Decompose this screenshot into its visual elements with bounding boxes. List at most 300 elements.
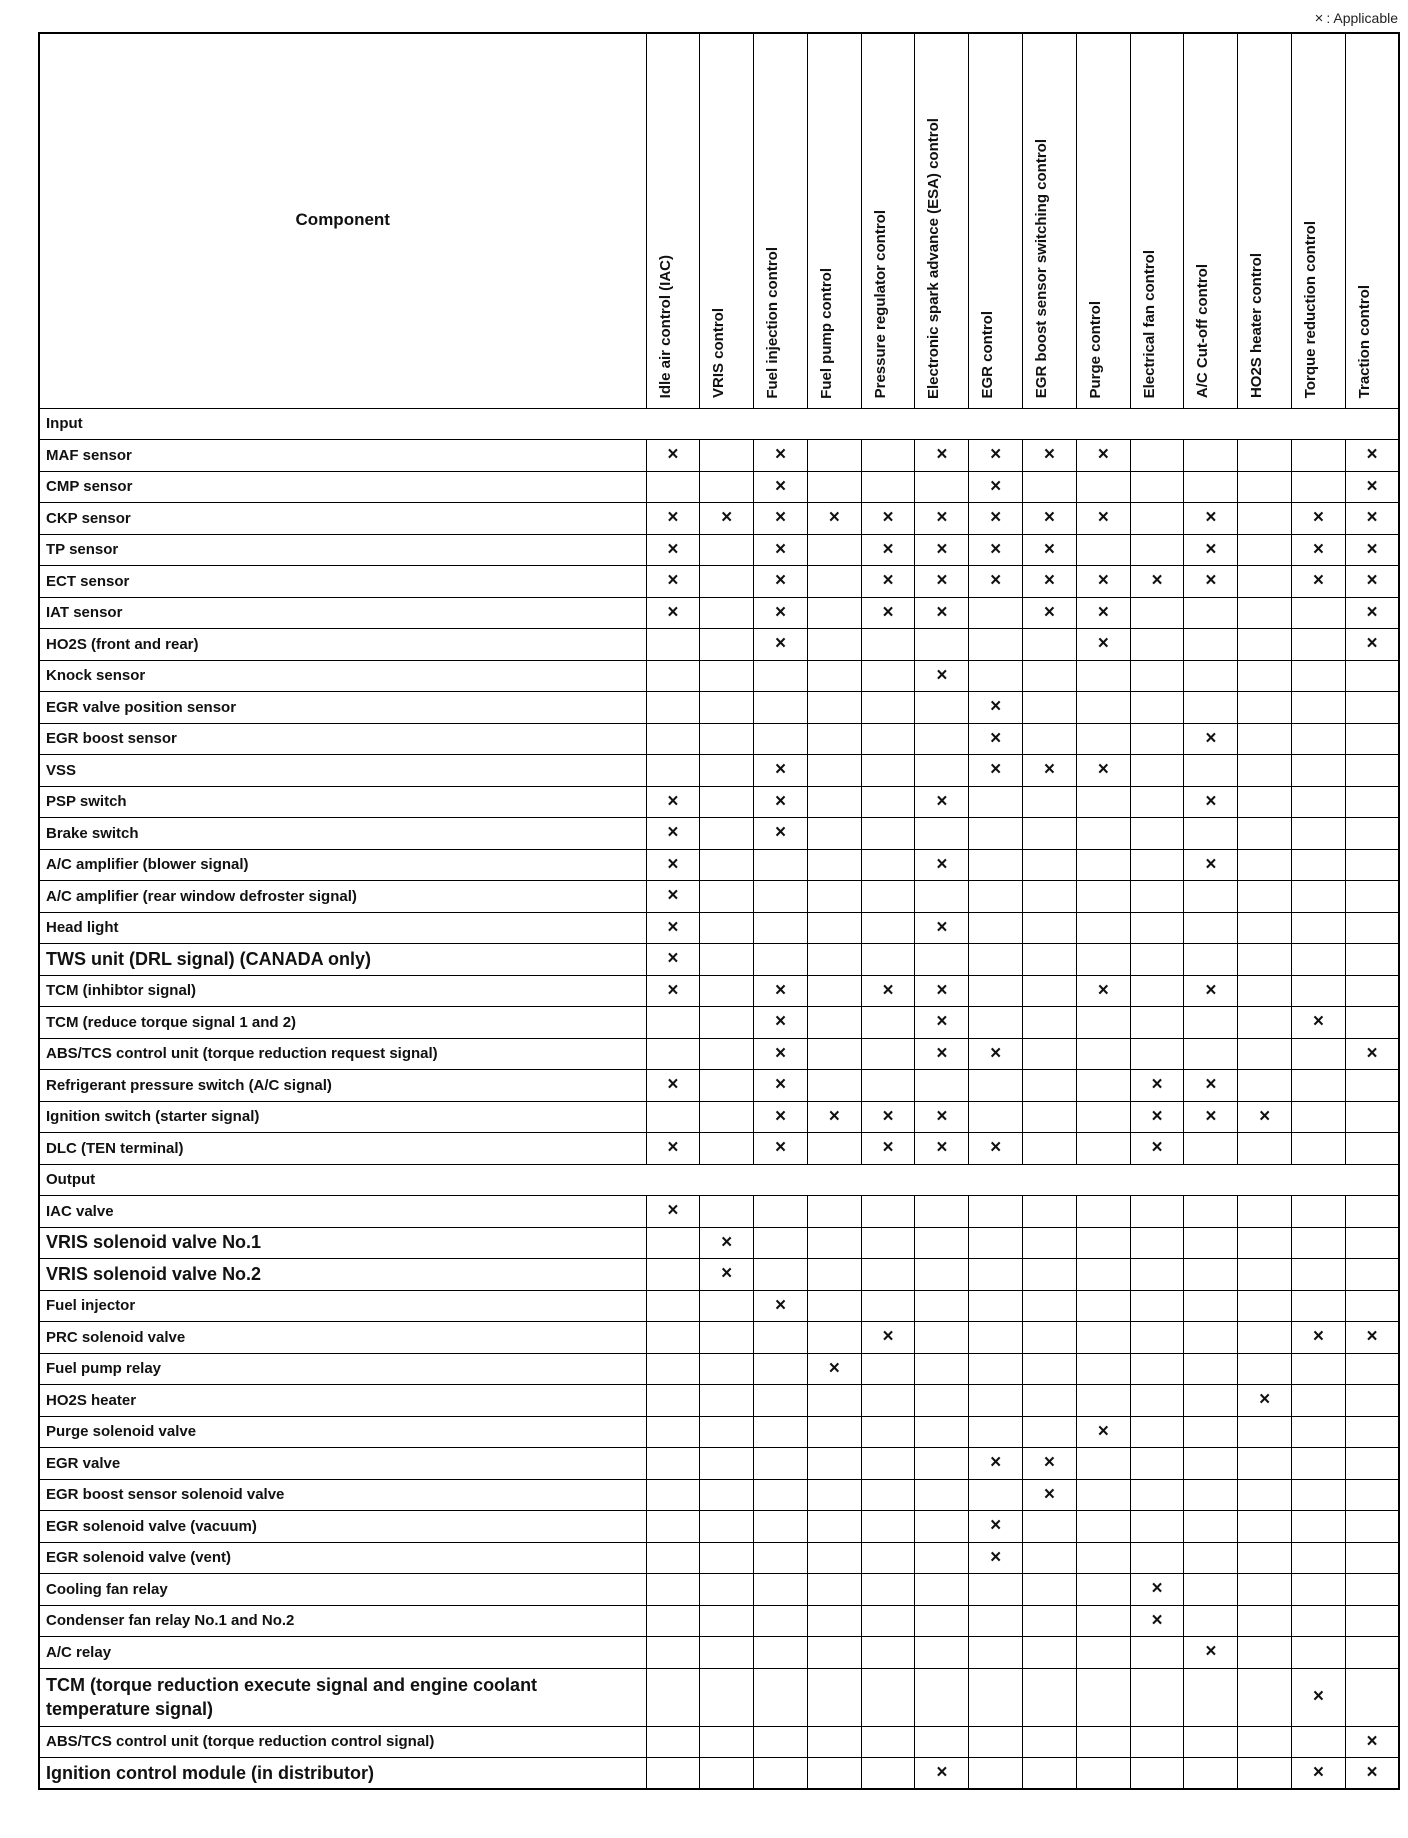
applicable-mark: ×	[969, 534, 1023, 566]
matrix-cell	[1184, 660, 1238, 692]
matrix-cell	[646, 1511, 700, 1543]
matrix-cell	[969, 1637, 1023, 1669]
matrix-cell	[754, 1227, 808, 1259]
applicable-mark: ×	[969, 692, 1023, 724]
applicable-mark: ×	[1130, 1101, 1184, 1133]
matrix-cell	[807, 1542, 861, 1574]
applicable-mark: ×	[1238, 1101, 1292, 1133]
matrix-cell	[1130, 786, 1184, 818]
matrix-cell	[1076, 471, 1130, 503]
row-label: EGR solenoid valve (vent)	[39, 1542, 646, 1574]
table-row	[39, 1259, 1399, 1291]
matrix-cell	[1292, 1542, 1346, 1574]
matrix-cell	[1238, 1038, 1292, 1070]
row-label: ECT sensor	[39, 566, 646, 598]
matrix-cell	[1184, 1448, 1238, 1480]
column-header	[1023, 33, 1077, 408]
matrix-cell	[861, 723, 915, 755]
matrix-cell	[1345, 1290, 1399, 1322]
matrix-cell	[646, 629, 700, 661]
matrix-cell	[1023, 1290, 1077, 1322]
matrix-cell	[1076, 912, 1130, 944]
matrix-cell	[861, 1542, 915, 1574]
matrix-cell	[1345, 1070, 1399, 1102]
table-row	[39, 1133, 1399, 1165]
matrix-cell	[700, 1038, 754, 1070]
matrix-cell	[1184, 1290, 1238, 1322]
applicable-mark: ×	[1076, 503, 1130, 535]
table-row	[39, 1479, 1399, 1511]
matrix-cell	[915, 1227, 969, 1259]
applicable-mark: ×	[1345, 597, 1399, 629]
matrix-cell	[969, 1353, 1023, 1385]
matrix-cell	[1184, 1758, 1238, 1790]
matrix-cell	[915, 881, 969, 913]
matrix-cell	[1130, 1385, 1184, 1417]
matrix-cell	[754, 1385, 808, 1417]
matrix-cell	[1076, 1542, 1130, 1574]
matrix-cell	[1238, 1007, 1292, 1039]
matrix-cell	[1292, 786, 1346, 818]
matrix-cell	[1184, 1542, 1238, 1574]
matrix-cell	[1292, 597, 1346, 629]
matrix-cell	[700, 471, 754, 503]
row-label: Head light	[39, 912, 646, 944]
table-row	[39, 1070, 1399, 1102]
matrix-cell	[1238, 1511, 1292, 1543]
applicable-mark: ×	[754, 503, 808, 535]
matrix-cell	[646, 1416, 700, 1448]
matrix-cell	[969, 1605, 1023, 1637]
applicable-mark: ×	[1292, 503, 1346, 535]
matrix-cell	[1345, 1133, 1399, 1165]
matrix-cell	[646, 1290, 700, 1322]
row-label: EGR solenoid valve (vacuum)	[39, 1511, 646, 1543]
matrix-cell	[1130, 1322, 1184, 1354]
table-row	[39, 1101, 1399, 1133]
matrix-cell	[1238, 723, 1292, 755]
applicable-mark: ×	[1076, 755, 1130, 787]
matrix-cell	[1292, 818, 1346, 850]
applicable-mark: ×	[754, 1070, 808, 1102]
legend	[1315, 10, 1398, 27]
matrix-cell	[646, 1726, 700, 1758]
applicable-mark: ×	[807, 1353, 861, 1385]
applicable-mark: ×	[646, 1196, 700, 1228]
row-label: EGR valve position sensor	[39, 692, 646, 724]
matrix-cell	[1292, 440, 1346, 472]
row-label: VRIS solenoid valve No.2	[39, 1259, 646, 1291]
applicable-mark: ×	[754, 786, 808, 818]
matrix-cell	[754, 881, 808, 913]
column-header	[861, 33, 915, 408]
matrix-cell	[1023, 1007, 1077, 1039]
applicable-mark: ×	[1130, 1574, 1184, 1606]
matrix-cell	[646, 1448, 700, 1480]
matrix-cell	[807, 1385, 861, 1417]
matrix-cell	[807, 1070, 861, 1102]
matrix-cell	[1130, 755, 1184, 787]
matrix-cell	[700, 1726, 754, 1758]
table-row	[39, 1448, 1399, 1480]
matrix-cell	[1130, 1726, 1184, 1758]
matrix-cell	[1238, 1227, 1292, 1259]
matrix-cell	[1345, 912, 1399, 944]
matrix-cell	[1292, 912, 1346, 944]
matrix-cell	[1076, 1574, 1130, 1606]
row-label: EGR boost sensor solenoid valve	[39, 1479, 646, 1511]
matrix-cell	[646, 1637, 700, 1669]
matrix-cell	[1292, 1605, 1346, 1637]
matrix-cell	[1345, 660, 1399, 692]
matrix-cell	[1184, 440, 1238, 472]
matrix-cell	[1023, 723, 1077, 755]
matrix-cell	[700, 1007, 754, 1039]
applicable-mark: ×	[915, 1038, 969, 1070]
matrix-cell	[1076, 1668, 1130, 1726]
matrix-cell	[861, 629, 915, 661]
matrix-cell	[1345, 1385, 1399, 1417]
matrix-cell	[1184, 692, 1238, 724]
applicable-mark: ×	[1292, 1007, 1346, 1039]
matrix-cell	[1130, 1448, 1184, 1480]
applicable-mark: ×	[915, 849, 969, 881]
matrix-cell	[1184, 1605, 1238, 1637]
matrix-cell	[646, 692, 700, 724]
applicable-mark: ×	[1345, 566, 1399, 598]
applicable-mark: ×	[700, 1259, 754, 1291]
applicable-mark: ×	[646, 849, 700, 881]
matrix-cell	[1023, 1758, 1077, 1790]
applicable-mark: ×	[1345, 1322, 1399, 1354]
matrix-cell	[807, 1448, 861, 1480]
applicable-mark: ×	[700, 503, 754, 535]
row-label: EGR boost sensor	[39, 723, 646, 755]
matrix-cell	[646, 660, 700, 692]
matrix-cell	[1345, 1511, 1399, 1543]
matrix-cell	[1076, 881, 1130, 913]
matrix-cell	[700, 1353, 754, 1385]
matrix-cell	[1292, 1227, 1346, 1259]
matrix-cell	[754, 1511, 808, 1543]
legend-text: : Applicable	[1326, 10, 1398, 26]
matrix-cell	[1238, 471, 1292, 503]
matrix-cell	[1023, 660, 1077, 692]
matrix-cell	[1345, 1196, 1399, 1228]
matrix-cell	[1292, 471, 1346, 503]
matrix-cell	[807, 1038, 861, 1070]
matrix-cell	[1023, 1038, 1077, 1070]
applicable-mark: ×	[646, 440, 700, 472]
matrix-cell	[646, 1101, 700, 1133]
matrix-cell	[1345, 1007, 1399, 1039]
applicable-mark: ×	[1023, 566, 1077, 598]
matrix-cell	[1345, 1605, 1399, 1637]
matrix-cell	[1184, 597, 1238, 629]
column-header	[1345, 33, 1399, 408]
applicable-mark: ×	[861, 1133, 915, 1165]
matrix-cell	[1292, 1726, 1346, 1758]
matrix-cell	[807, 1290, 861, 1322]
table-row	[39, 1416, 1399, 1448]
matrix-cell	[1345, 975, 1399, 1007]
matrix-cell	[1292, 1574, 1346, 1606]
applicable-mark: ×	[1184, 1637, 1238, 1669]
row-label: A/C amplifier (rear window defroster signal)	[39, 881, 646, 913]
matrix-cell	[700, 660, 754, 692]
row-label: HO2S heater	[39, 1385, 646, 1417]
matrix-cell	[915, 1416, 969, 1448]
matrix-cell	[1238, 975, 1292, 1007]
applicable-mark: ×	[915, 975, 969, 1007]
matrix-cell	[807, 912, 861, 944]
component-control-matrix	[38, 32, 1400, 1790]
matrix-cell	[754, 944, 808, 976]
matrix-cell	[700, 881, 754, 913]
matrix-cell	[807, 786, 861, 818]
column-header-label: EGR control	[979, 310, 997, 399]
matrix-cell	[1076, 786, 1130, 818]
matrix-cell	[1238, 818, 1292, 850]
matrix-cell	[1076, 692, 1130, 724]
matrix-cell	[861, 1637, 915, 1669]
matrix-cell	[1292, 1259, 1346, 1291]
applicable-mark: ×	[1292, 1322, 1346, 1354]
matrix-cell	[1076, 1259, 1130, 1291]
matrix-cell	[807, 1259, 861, 1291]
matrix-cell	[1076, 1322, 1130, 1354]
column-header-label: Electrical fan control	[1140, 250, 1158, 399]
matrix-cell	[1292, 975, 1346, 1007]
row-label: Knock sensor	[39, 660, 646, 692]
applicable-mark: ×	[915, 1133, 969, 1165]
applicable-mark: ×	[754, 629, 808, 661]
matrix-cell	[1292, 1070, 1346, 1102]
row-label: TCM (inhibtor signal)	[39, 975, 646, 1007]
matrix-cell	[754, 1416, 808, 1448]
matrix-cell	[1345, 1448, 1399, 1480]
row-label: IAT sensor	[39, 597, 646, 629]
applicable-mark: ×	[1130, 1133, 1184, 1165]
row-label: CMP sensor	[39, 471, 646, 503]
matrix-cell	[969, 1101, 1023, 1133]
matrix-cell	[646, 1007, 700, 1039]
matrix-cell	[1238, 786, 1292, 818]
row-label: TWS unit (DRL signal) (CANADA only)	[39, 944, 646, 976]
matrix-cell	[1238, 660, 1292, 692]
matrix-cell	[1130, 944, 1184, 976]
matrix-cell	[807, 1479, 861, 1511]
matrix-cell	[861, 1070, 915, 1102]
applicable-mark: ×	[754, 818, 808, 850]
matrix-cell	[1184, 1726, 1238, 1758]
table-row	[39, 1322, 1399, 1354]
matrix-cell	[1184, 1385, 1238, 1417]
matrix-cell	[700, 818, 754, 850]
row-label: Refrigerant pressure switch (A/C signal)	[39, 1070, 646, 1102]
matrix-cell	[969, 818, 1023, 850]
matrix-cell	[754, 912, 808, 944]
matrix-cell	[807, 975, 861, 1007]
matrix-cell	[1184, 1259, 1238, 1291]
matrix-cell	[915, 1542, 969, 1574]
matrix-cell	[754, 1668, 808, 1726]
row-label: EGR valve	[39, 1448, 646, 1480]
matrix-cell	[700, 440, 754, 472]
matrix-cell	[1292, 944, 1346, 976]
matrix-cell	[1238, 534, 1292, 566]
matrix-cell	[1184, 1038, 1238, 1070]
matrix-cell	[1076, 1133, 1130, 1165]
matrix-cell	[1292, 660, 1346, 692]
row-label: Purge solenoid valve	[39, 1416, 646, 1448]
matrix-cell	[1292, 1479, 1346, 1511]
applicable-mark: ×	[1345, 1758, 1399, 1790]
matrix-cell	[1238, 1758, 1292, 1790]
matrix-cell	[1023, 1353, 1077, 1385]
table-row	[39, 1290, 1399, 1322]
matrix-cell	[1023, 1574, 1077, 1606]
row-label: Brake switch	[39, 818, 646, 850]
matrix-cell	[915, 1385, 969, 1417]
matrix-cell	[1345, 849, 1399, 881]
table-row	[39, 471, 1399, 503]
row-label: VRIS solenoid valve No.1	[39, 1227, 646, 1259]
matrix-cell	[1184, 1416, 1238, 1448]
applicable-mark: ×	[861, 534, 915, 566]
matrix-cell	[1292, 1448, 1346, 1480]
table-row	[39, 786, 1399, 818]
matrix-cell	[700, 534, 754, 566]
table-row	[39, 1668, 1399, 1726]
matrix-cell	[915, 629, 969, 661]
matrix-cell	[1292, 849, 1346, 881]
matrix-cell	[915, 1259, 969, 1291]
component-header: Component	[39, 33, 646, 408]
matrix-cell	[807, 1007, 861, 1039]
matrix-cell	[1184, 1196, 1238, 1228]
matrix-cell	[754, 1479, 808, 1511]
matrix-cell	[646, 1668, 700, 1726]
matrix-cell	[1184, 912, 1238, 944]
applicable-mark: ×	[646, 912, 700, 944]
matrix-cell	[700, 1637, 754, 1669]
matrix-cell	[1292, 1038, 1346, 1070]
table-row	[39, 1385, 1399, 1417]
matrix-cell	[1130, 692, 1184, 724]
matrix-cell	[1023, 1668, 1077, 1726]
matrix-cell	[969, 629, 1023, 661]
matrix-cell	[1076, 1227, 1130, 1259]
applicable-mark: ×	[1023, 440, 1077, 472]
matrix-cell	[1345, 881, 1399, 913]
matrix-cell	[700, 1605, 754, 1637]
matrix-cell	[915, 1290, 969, 1322]
matrix-cell	[915, 1668, 969, 1726]
matrix-cell	[861, 1259, 915, 1291]
applicable-mark: ×	[1184, 566, 1238, 598]
applicable-mark: ×	[754, 1007, 808, 1039]
applicable-mark: ×	[1076, 597, 1130, 629]
matrix-cell	[915, 692, 969, 724]
matrix-cell	[1023, 1416, 1077, 1448]
matrix-cell	[1023, 975, 1077, 1007]
column-header	[700, 33, 754, 408]
matrix-cell	[754, 692, 808, 724]
matrix-cell	[807, 755, 861, 787]
matrix-cell	[1130, 503, 1184, 535]
matrix-cell	[700, 755, 754, 787]
matrix-cell	[1130, 881, 1184, 913]
matrix-cell	[1076, 1290, 1130, 1322]
matrix-cell	[915, 723, 969, 755]
applicable-mark: ×	[754, 755, 808, 787]
column-header	[1292, 33, 1346, 408]
matrix-cell	[754, 1542, 808, 1574]
matrix-cell	[1076, 1726, 1130, 1758]
applicable-mark: ×	[646, 1070, 700, 1102]
applicable-mark: ×	[646, 1133, 700, 1165]
applicable-mark: ×	[1345, 440, 1399, 472]
matrix-cell	[646, 723, 700, 755]
applicable-mark: ×	[1076, 975, 1130, 1007]
applicable-mark: ×	[646, 818, 700, 850]
matrix-cell	[1130, 1259, 1184, 1291]
matrix-cell	[807, 1227, 861, 1259]
matrix-cell	[969, 912, 1023, 944]
matrix-cell	[1184, 1511, 1238, 1543]
matrix-cell	[700, 1448, 754, 1480]
column-header	[646, 33, 700, 408]
matrix-cell	[1238, 849, 1292, 881]
applicable-mark: ×	[807, 503, 861, 535]
matrix-cell	[1238, 1133, 1292, 1165]
matrix-cell	[646, 1479, 700, 1511]
matrix-cell	[807, 440, 861, 472]
matrix-cell	[969, 849, 1023, 881]
applicable-mark: ×	[861, 1101, 915, 1133]
matrix-cell	[861, 786, 915, 818]
row-label: IAC valve	[39, 1196, 646, 1228]
matrix-cell	[1023, 912, 1077, 944]
column-header	[915, 33, 969, 408]
matrix-cell	[754, 1353, 808, 1385]
matrix-cell	[861, 818, 915, 850]
applicable-mark: ×	[646, 944, 700, 976]
applicable-mark: ×	[1184, 1101, 1238, 1133]
applicable-mark: ×	[1023, 503, 1077, 535]
table-row	[39, 1511, 1399, 1543]
applicable-mark: ×	[754, 1290, 808, 1322]
applicable-mark: ×	[915, 912, 969, 944]
applicable-mark: ×	[1292, 1668, 1346, 1726]
matrix-cell	[1076, 1479, 1130, 1511]
matrix-cell	[1184, 1353, 1238, 1385]
matrix-cell	[1076, 1637, 1130, 1669]
table-row	[39, 881, 1399, 913]
table-row	[39, 1574, 1399, 1606]
matrix-cell	[700, 1322, 754, 1354]
matrix-cell	[861, 660, 915, 692]
row-label: VSS	[39, 755, 646, 787]
applicable-mark: ×	[754, 1038, 808, 1070]
matrix-cell	[1130, 1668, 1184, 1726]
matrix-cell	[1238, 1196, 1292, 1228]
applicable-mark: ×	[969, 503, 1023, 535]
table-row	[39, 723, 1399, 755]
matrix-cell	[1184, 629, 1238, 661]
matrix-cell	[861, 1038, 915, 1070]
